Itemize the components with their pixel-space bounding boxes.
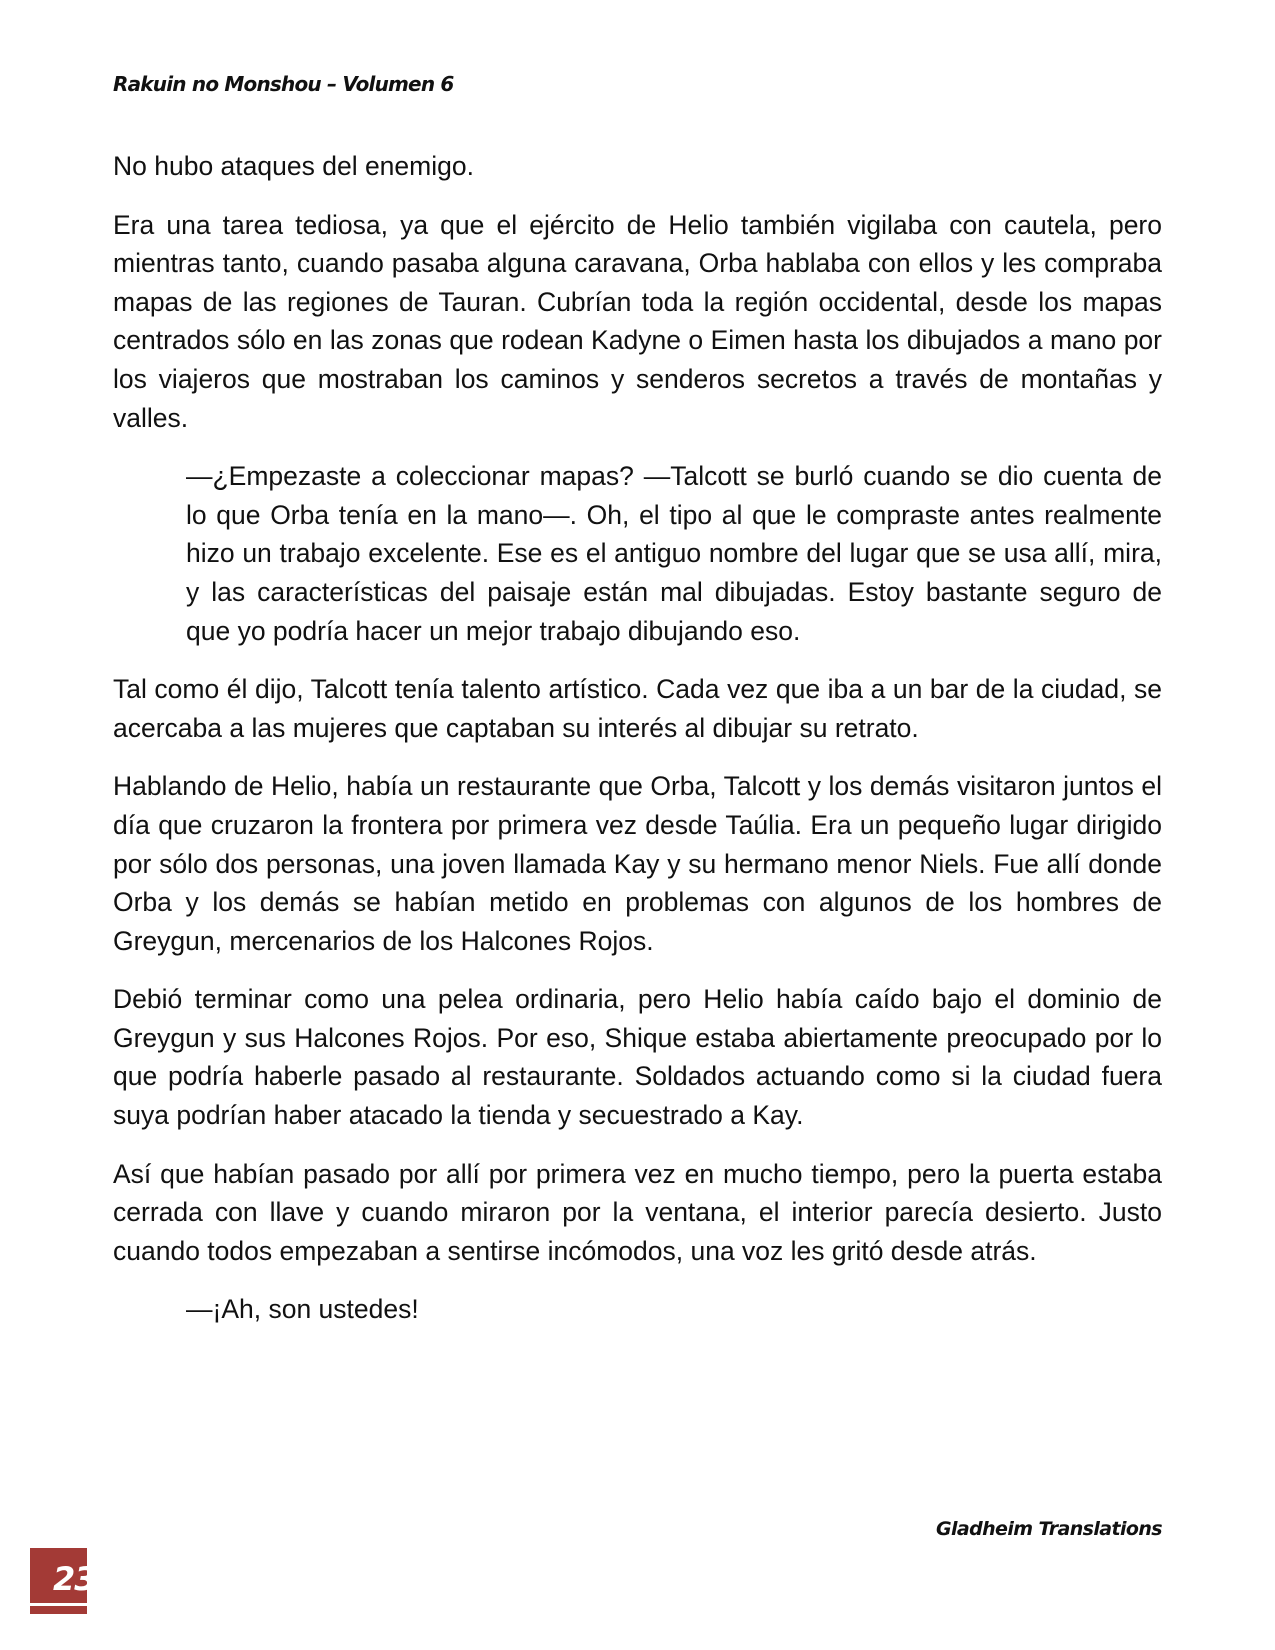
footer-brand: Gladheim Translations	[936, 1518, 1162, 1540]
paragraph: Así que habían pasado por allí por primera vez en mucho tiempo, pero la puerta estaba cerrada con llave y cuando miraron por la ventana, el interior parecía desierto. Justo cuando todos empezaban a sentirse incómodos, una voz les gritó desde atrás.	[113, 1158, 1162, 1266]
running-header: Rakuin no Monshou – Volumen 6	[113, 72, 454, 96]
page-number-underline	[30, 1603, 87, 1606]
dialogue-paragraph: —¿Empezaste a coleccionar mapas? —Talcott se burló cuando se dio cuenta de lo que Orba tenía en la mano—. Oh, el tipo al que le compraste antes realmente hizo un trabajo excelente. Ese es el antiguo nombre del lugar que se usa allí, mira, y las características del paisaje están mal dibujadas. Estoy bastante seguro de que yo podría hacer un mejor trabajo dibujando eso.	[186, 461, 1162, 646]
dialogue-paragraph: —¡Ah, son ustedes!	[186, 1294, 419, 1325]
paragraph: Tal como él dijo, Talcott tenía talento artístico. Cada vez que iba a un bar de la ciudad, se acercaba a las mujeres que captaban su interés al dibujar su retrato.	[113, 674, 1162, 743]
paragraph: Era una tarea tediosa, ya que el ejército de Helio también vigilaba con cautela, pero mientras tanto, cuando pasaba alguna caravana, Orba hablaba con ellos y les compraba mapas de las regiones de Tauran. Cubrían toda la región occidental, desde los mapas centrados sólo en las zonas que rodean Kadyne o Eimen hasta los dibujados a mano por los viajeros que mostraban los caminos y senderos secretos a través de montañas y valles.	[113, 209, 1162, 433]
page-number: 23	[53, 1560, 96, 1598]
paragraph: No hubo ataques del enemigo.	[113, 151, 474, 181]
paragraph: Hablando de Helio, había un restaurante que Orba, Talcott y los demás visitaron juntos el día que cruzaron la frontera por primera vez desde Taúlia. Era un pequeño lugar dirigido por sólo dos personas, una joven llamada Kay y su hermano menor Niels. Fue allí donde Orba y los demás se habían metido en problemas con algunos de los hombres de Greygun, mercenarios de los Halcones Rojos.	[113, 771, 1162, 956]
document-body	[113, 147, 1162, 1349]
paragraph: Debió terminar como una pelea ordinaria, pero Helio había caído bajo el dominio de Greygun y sus Halcones Rojos. Por eso, Shique estaba abiertamente preocupado por lo que podría haberle pasado al restaurante. Soldados actuando como si la ciudad fuera suya podrían haber atacado la tienda y secuestrado a Kay.	[113, 984, 1162, 1131]
